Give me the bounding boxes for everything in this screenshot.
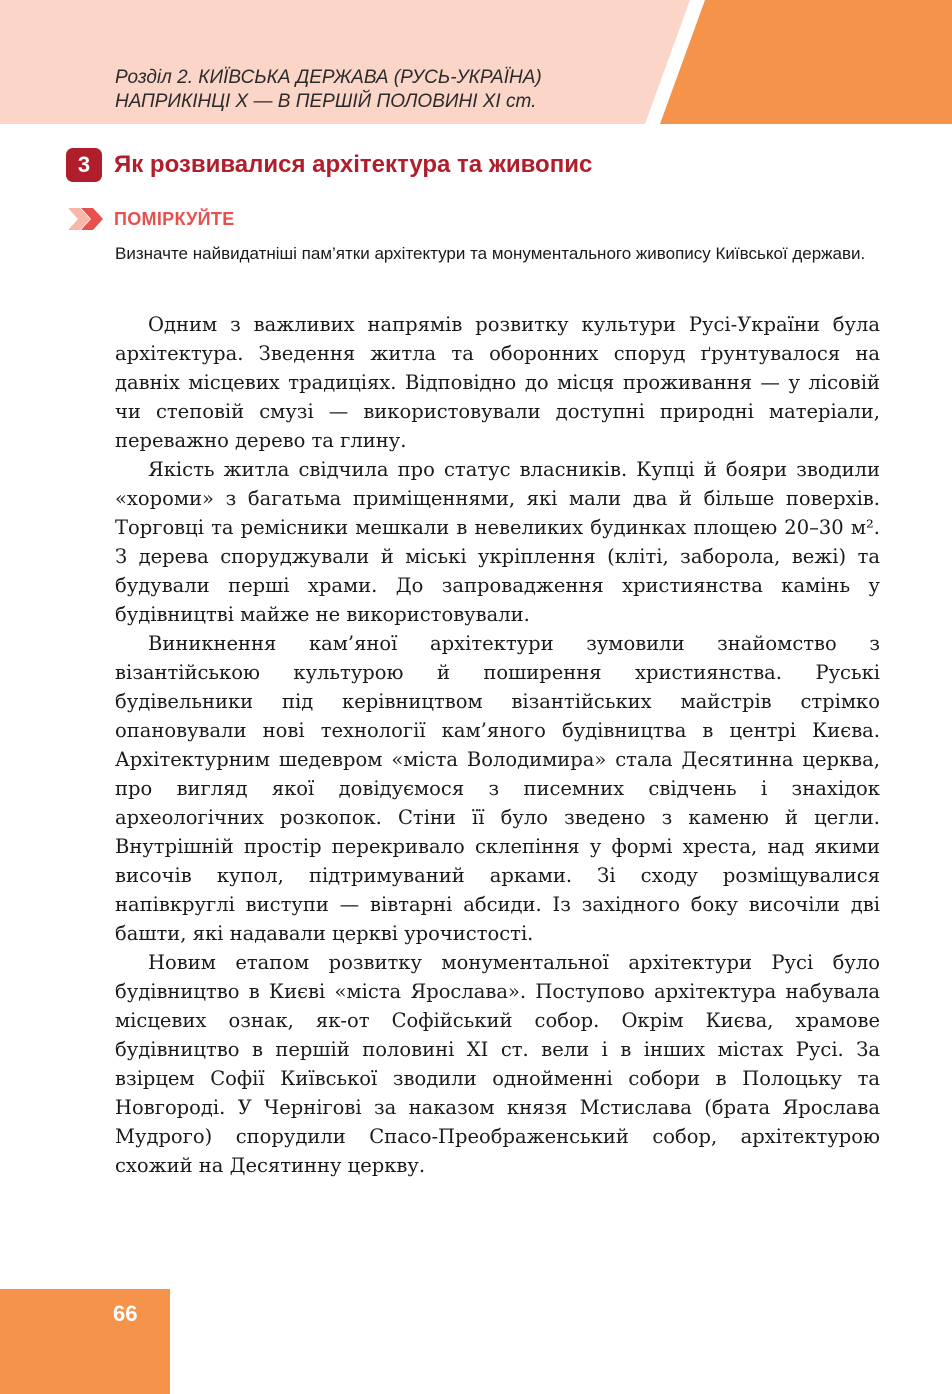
page-number-box xyxy=(0,1289,170,1394)
paragraph: Новим етапом розвитку монументальної архітектури Русі було будівництво в Києві «міста Ярослава». Поступово архітектура набувала місцевих ознак, як-от Софійський собор. Окрім Києва, храмове будівництво в першій половині XI ст. вели і в інших містах Русі. За взірцем Софії Київської зводили однойменні собори в Полоцьку та Новгороді. У Чернігові за наказом князя Мстислава (брата Ярослава Мудрого) спорудили Спасо-Преображенський собор, архітектурою схожий на Десятинну церкву. xyxy=(115,951,880,1177)
section-heading xyxy=(66,148,592,182)
chapter-title-line2: НАПРИКІНЦІ X — В ПЕРШІЙ ПОЛОВИНІ XI ст. xyxy=(115,91,537,112)
think-label: ПОМІРКУЙТЕ xyxy=(114,208,235,229)
paragraph: Одним з важливих напрямів розвитку культури Русі-України була архітектура. Зведення житла та оборонних споруд ґрунтувалося на давніх місцевих традиціях. Відповідно до місця проживання — у лісовій чи степовій смузі — використовували доступні природні матеріали, переважно дерево та глину. xyxy=(115,313,880,452)
think-block-header xyxy=(68,207,235,231)
paragraph: Якість житла свідчила про статус власників. Купці й бояри зводили «хороми» з багатьма приміщеннями, які мали два й більше поверхів. Торговці та ремісники мешкали в невеликих будинках площею 20–30 м². З дерева споруджували й міські укріплення (кліті, заборола, вежі) та будували перші храми. До запровадження християнства камінь у будівництві майже не використовували. xyxy=(115,458,880,626)
paragraph: Виникнення кам’яної архітектури зумовили знайомство з візантійською культурою й поширення християнства. Руські будівельники під керівництвом візантійських майстрів стрімко опановували нові технології кам’яного будівництва в центрі Києва. Архітектурним шедевром «міста Володимира» стала Десятинна церква, про вигляд якої довідуємося з писемних свідчень і знахідок археологічних розкопок. Стіни її було зведено з каменю й цегли. Внутрішній простір перекривало склепіння у формі хреста, над якими височів купол, підтримуваний арками. Зі сходу розміщувалися напівкруглі виступи — вівтарні абсиди. Із західного боку височіли дві башти, які надавали церкві урочистості. xyxy=(115,632,880,945)
section-title: Як розвивалися архітектура та живопис xyxy=(114,151,593,178)
chapter-title xyxy=(115,66,715,114)
main-text xyxy=(115,310,880,1180)
section-number-badge: 3 xyxy=(66,148,102,182)
page-number: 66 xyxy=(113,1301,138,1326)
double-chevron-icon xyxy=(68,208,104,230)
chapter-title-line1: Розділ 2. КИЇВСЬКА ДЕРЖАВА (РУСЬ-УКРАЇНА) xyxy=(115,67,542,88)
think-question: Визначте найвидатніші пам’ятки архітектури та монументального живопису Київської держави. xyxy=(115,244,866,263)
